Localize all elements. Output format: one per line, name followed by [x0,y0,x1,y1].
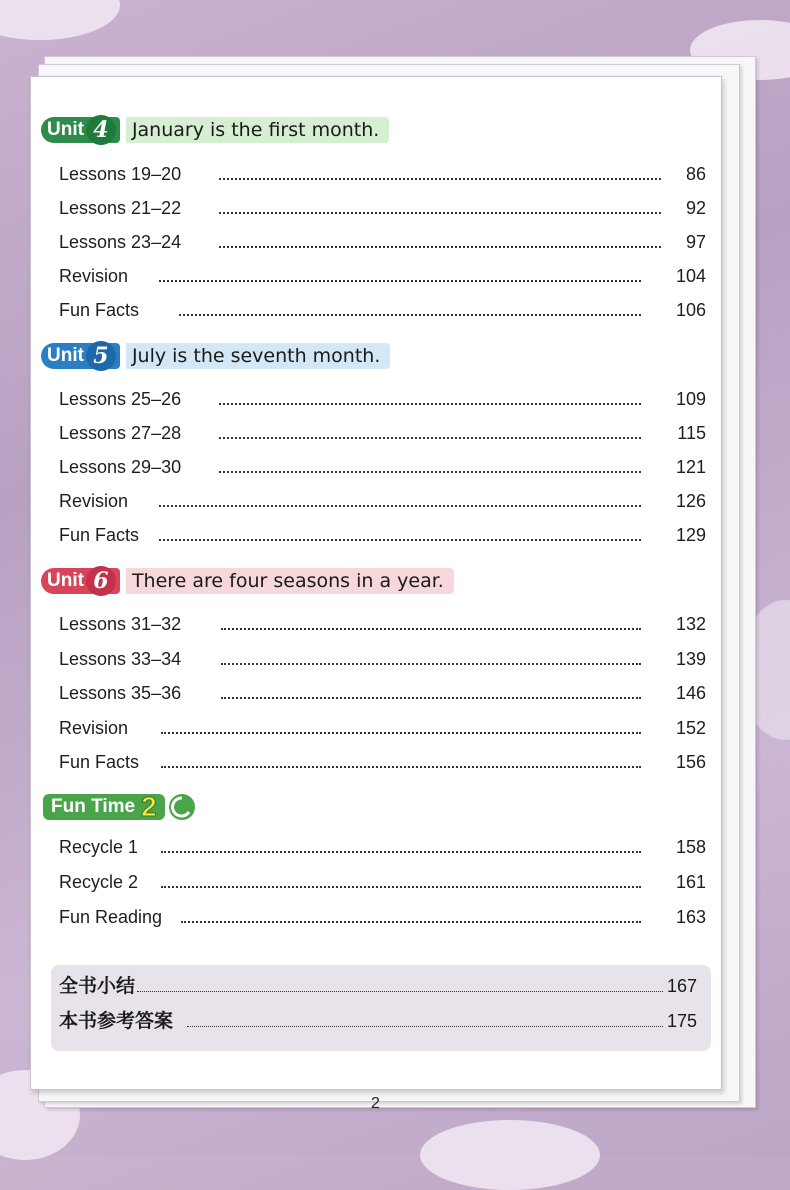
unit-title: January is the first month. [126,117,389,143]
unit-number: 4 [86,115,116,145]
dot-leader [161,722,641,734]
dot-leader [161,841,641,853]
toc-entry[interactable] [59,681,706,705]
summary-label: 本书参考答案 [59,1010,174,1032]
toc-entry[interactable] [59,870,706,894]
dot-leader [219,236,661,248]
entry-label: Lessons 33–34 [59,649,182,669]
background-cloud [0,0,120,40]
entry-page: 163 [675,907,706,927]
entry-label: Revision [59,718,129,738]
fun-time-label: Fun Time [51,796,136,817]
dot-leader [219,393,641,405]
toc-entry[interactable] [59,489,706,513]
dot-leader [161,756,641,768]
entry-label: Lessons 23–24 [59,232,182,252]
entry-page: 92 [685,198,706,218]
fun-time-badge [43,791,165,822]
toc-entry[interactable] [59,387,706,411]
entry-page: 156 [675,752,706,772]
summary-page: 175 [666,1011,697,1031]
unit-number: 6 [86,566,116,596]
entry-page: 152 [675,718,706,738]
entry-page: 97 [685,232,706,252]
unit-header-5 [41,341,390,371]
entry-label: Lessons 31–32 [59,614,182,634]
entry-page: 104 [675,266,706,286]
fun-time-header [43,792,197,822]
unit-badge [41,343,120,369]
dot-leader [179,304,641,316]
entry-page: 106 [675,300,706,320]
dot-leader [159,495,641,507]
entry-page: 132 [675,614,706,634]
entry-page: 115 [677,423,706,443]
toc-page [30,76,722,1112]
entry-page: 129 [675,525,706,545]
entry-page: 161 [675,872,706,892]
unit-number: 5 [86,341,116,371]
entry-page: 121 [675,457,706,477]
toc-entry[interactable] [59,716,706,740]
entry-label: Fun Facts [59,300,140,320]
toc-entry[interactable] [59,421,706,445]
fun-time-number: 2 [141,791,157,822]
entry-page: 139 [675,649,706,669]
entry-label: Fun Facts [59,525,140,545]
swirl-icon [167,792,197,822]
summary-label: 全书小结 [59,975,136,997]
dot-leader [137,981,663,992]
unit-badge-label: Unit [47,570,84,591]
toc-entry[interactable] [59,647,706,671]
dot-leader [221,687,641,699]
entry-label: Lessons 19–20 [59,164,182,184]
toc-entry[interactable] [59,835,706,859]
page-number: 2 [371,1095,380,1112]
toc-entry[interactable] [59,523,706,547]
unit-badge-label: Unit [47,345,84,366]
summary-entry[interactable] [59,973,697,999]
entry-label: Revision [59,491,129,511]
dot-leader [219,202,661,214]
dot-leader [159,270,641,282]
summary-entry[interactable] [59,1008,697,1034]
entry-label: Lessons 27–28 [59,423,182,443]
entry-label: Lessons 21–22 [59,198,182,218]
toc-entry[interactable] [59,162,706,186]
toc-entry[interactable] [59,196,706,220]
entry-label: Fun Reading [59,907,163,927]
entry-label: Recycle 1 [59,837,139,857]
dot-leader [187,1016,663,1027]
entry-page: 109 [675,389,706,409]
dot-leader [221,618,641,630]
unit-header-4 [41,115,389,145]
dot-leader [219,461,641,473]
toc-entry[interactable] [59,298,706,322]
toc-entry[interactable] [59,905,706,929]
entry-page: 86 [685,164,706,184]
entry-label: Revision [59,266,129,286]
unit-badge [41,568,120,594]
dot-leader [219,168,661,180]
toc-entry[interactable] [59,264,706,288]
toc-entry[interactable] [59,230,706,254]
toc-entry[interactable] [59,750,706,774]
unit-header-6 [41,566,454,596]
dot-leader [219,427,641,439]
entry-label: Fun Facts [59,752,140,772]
summary-page: 167 [666,976,697,996]
summary-box [51,965,711,1051]
dot-leader [221,653,641,665]
background-cloud [420,1120,600,1190]
entry-page: 126 [675,491,706,511]
dot-leader [159,529,641,541]
entry-label: Lessons 35–36 [59,683,182,703]
entry-label: Lessons 29–30 [59,457,182,477]
entry-label: Lessons 25–26 [59,389,182,409]
entry-page: 158 [675,837,706,857]
toc-entry[interactable] [59,455,706,479]
unit-badge [41,117,120,143]
unit-title: There are four seasons in a year. [126,568,454,594]
unit-badge-label: Unit [47,119,84,140]
entry-page: 146 [675,683,706,703]
entry-label: Recycle 2 [59,872,139,892]
dot-leader [161,876,641,888]
unit-title: July is the seventh month. [126,343,390,369]
toc-entry[interactable] [59,612,706,636]
dot-leader [181,911,641,923]
